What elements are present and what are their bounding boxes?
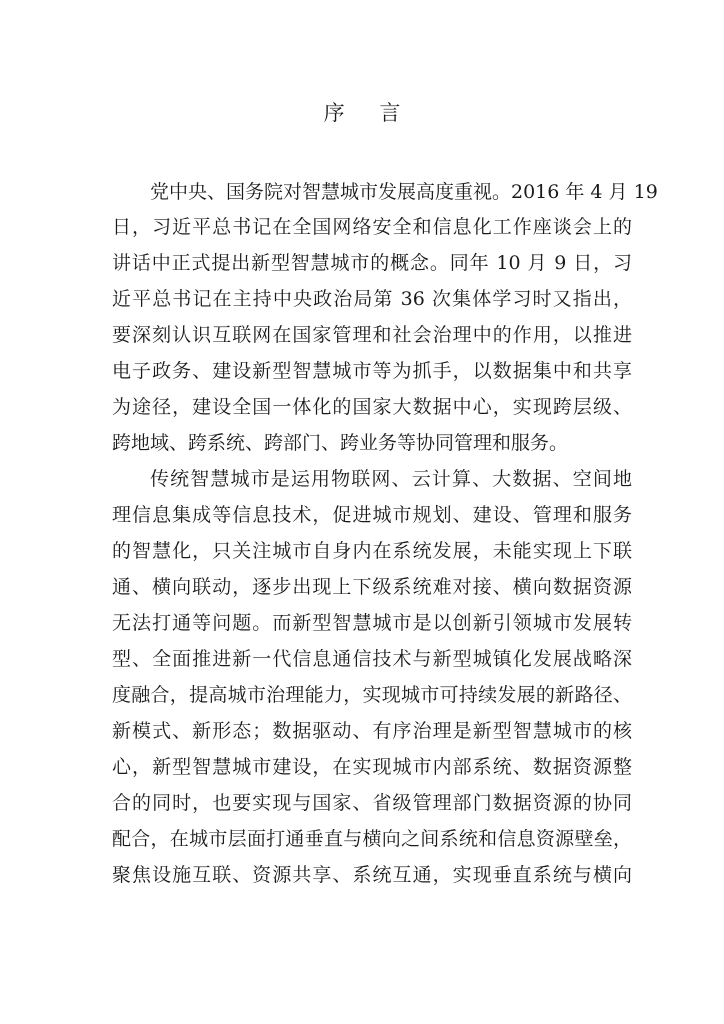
paragraph-2-line-8: 新模式、新形态；数据驱动、有序治理是新型智慧城市的核 bbox=[112, 720, 632, 742]
paragraph-2-line-12: 聚焦设施互联、资源共享、系统互通，实现垂直系统与横向 bbox=[112, 864, 632, 886]
paragraph-2-line-9: 心，新型智慧城市建设，在实现城市内部系统、数据资源整 bbox=[112, 756, 632, 778]
paragraph-1-line-5: 要深刻认识互联网在国家管理和社会治理中的作用，以推进 bbox=[112, 324, 632, 346]
paragraph-2-line-7: 度融合，提高城市治理能力，实现城市可持续发展的新路径、 bbox=[112, 684, 632, 706]
paragraph-2-line-11: 配合，在城市层面打通垂直与横向之间系统和信息资源壁垒， bbox=[112, 828, 632, 850]
paragraph-1-line-8: 跨地域、跨系统、跨部门、跨业务等协同管理和服务。 bbox=[112, 432, 569, 454]
paragraph-2-line-1: 传统智慧城市是运用物联网、云计算、大数据、空间地 bbox=[150, 468, 632, 490]
paragraph-1-line-4: 近平总书记在主持中央政治局第 36 次集体学习时又指出， bbox=[112, 288, 632, 310]
paragraph-2-line-2: 理信息集成等信息技术，促进城市规划、建设、管理和服务 bbox=[112, 504, 632, 526]
paragraph-1-line-1: 党中央、国务院对智慧城市发展高度重视。2016 年 4 月 19 bbox=[150, 181, 658, 203]
paragraph-2-line-6: 型、全面推进新一代信息通信技术与新型城镇化发展战略深 bbox=[112, 648, 632, 670]
paragraph-2-line-3: 的智慧化，只关注城市自身内在系统发展，未能实现上下联 bbox=[112, 540, 632, 562]
paragraph-2-line-5: 无法打通等问题。而新型智慧城市是以创新引领城市发展转 bbox=[112, 612, 632, 634]
paragraph-1-line-6: 电子政务、建设新型智慧城市等为抓手，以数据集中和共享 bbox=[112, 360, 632, 382]
paragraph-1-line-3: 讲话中正式提出新型智慧城市的概念。同年 10 月 9 日，习 bbox=[112, 252, 632, 274]
paragraph-2-line-4: 通、横向联动，逐步出现上下级系统难对接、横向数据资源 bbox=[112, 576, 632, 598]
paragraph-1-line-2: 日，习近平总书记在全国网络安全和信息化工作座谈会上的 bbox=[112, 216, 632, 238]
paragraph-1-line-7: 为途径，建设全国一体化的国家大数据中心，实现跨层级、 bbox=[112, 396, 632, 418]
page-title: 序 言 bbox=[323, 101, 415, 125]
paragraph-2-line-10: 合的同时，也要实现与国家、省级管理部门数据资源的协同 bbox=[112, 792, 632, 814]
